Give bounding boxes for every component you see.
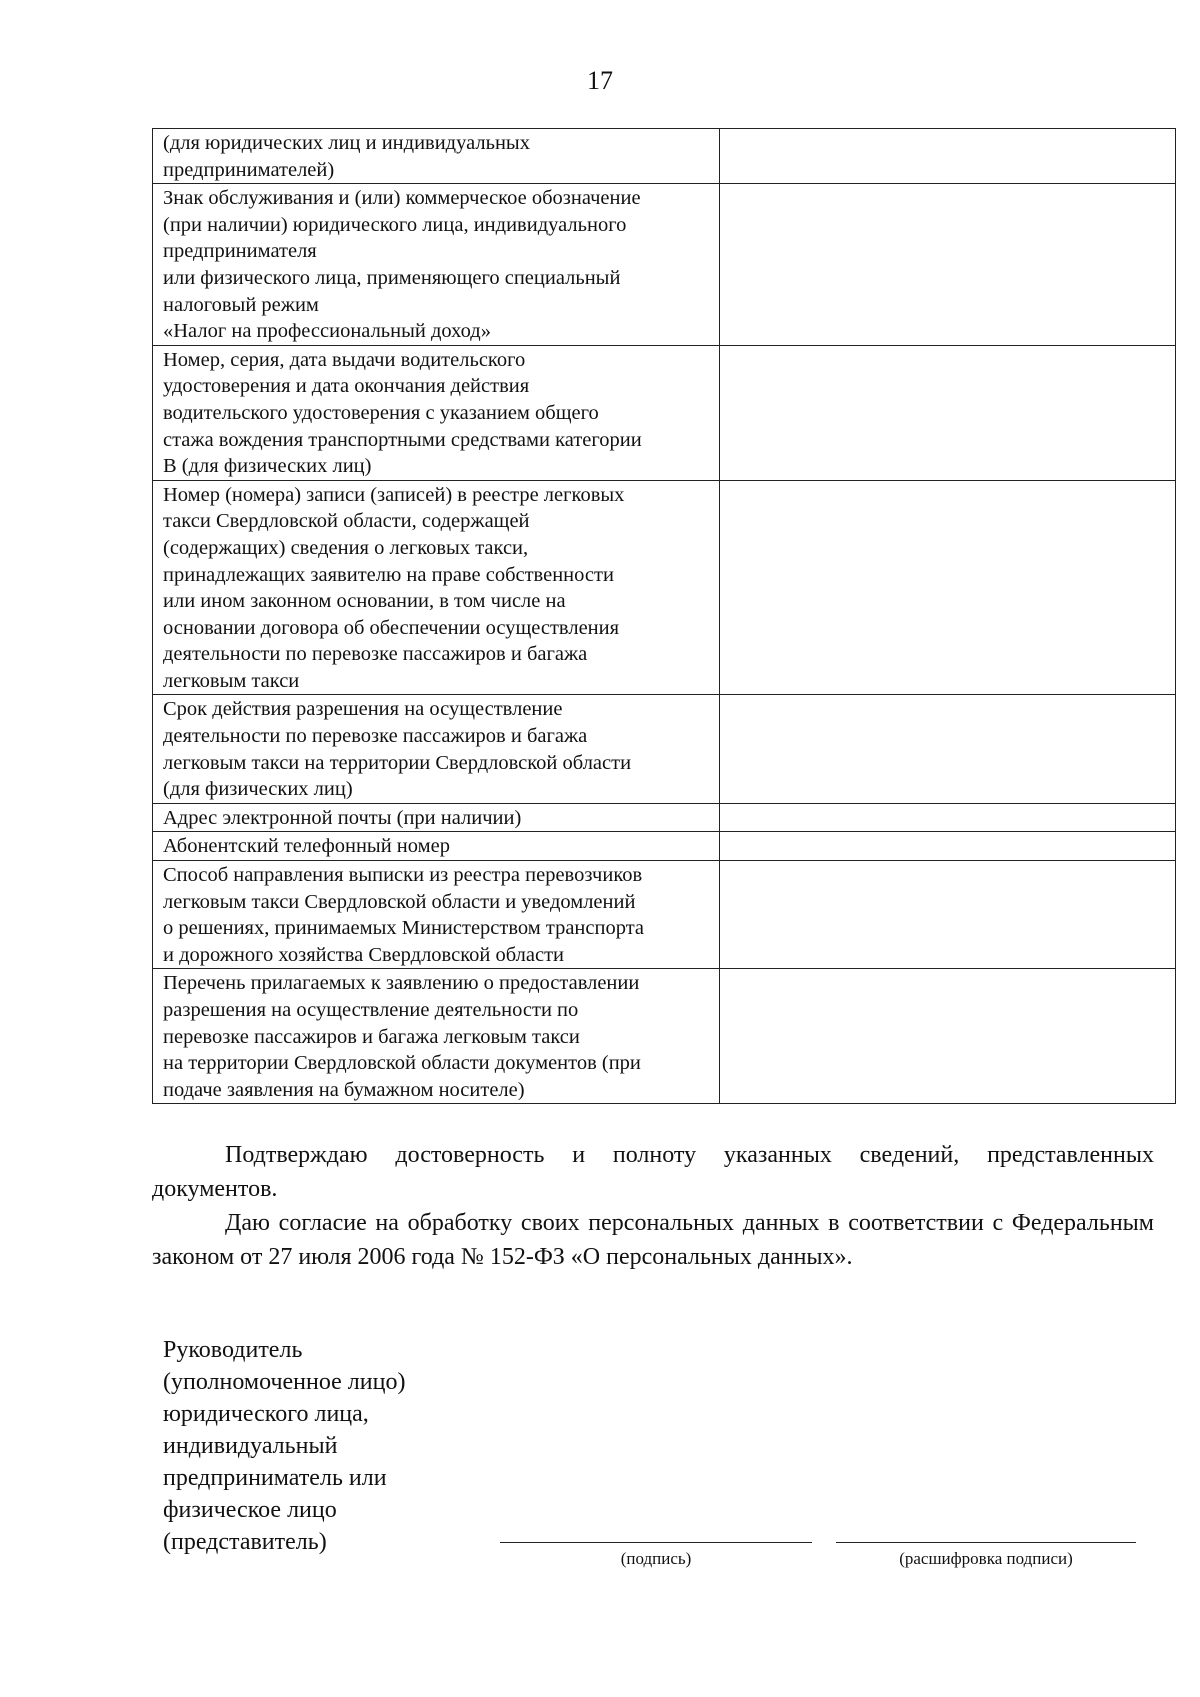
application-details-table bbox=[152, 128, 1176, 1104]
consent-paragraph: Даю согласие на обработку своих персональных данных в соответствии с Федеральным законом от 27 июля 2006 года № 152-ФЗ «О персональных данных». bbox=[152, 1210, 1154, 1270]
table-row bbox=[153, 480, 1176, 695]
signature-line[interactable] bbox=[500, 1542, 812, 1543]
table-row bbox=[153, 129, 1176, 184]
row-value[interactable] bbox=[720, 695, 1176, 803]
row-value[interactable] bbox=[720, 803, 1176, 832]
row-label: Адрес электронной почты (при наличии) bbox=[153, 803, 720, 832]
page-number: 17 bbox=[587, 66, 613, 95]
row-label: Срок действия разрешения на осуществление деятельности по перевозке пассажиров и багажа легковым такси на территории Свердловской области (для физических лиц) bbox=[153, 695, 720, 803]
table-row bbox=[153, 803, 1176, 832]
row-label: Перечень прилагаемых к заявлению о предоставлении разрешения на осуществление деятельности по перевозке пассажиров и багажа легковым такси на территории Свердловской области документов (при подаче заявления на бумажном носителе) bbox=[153, 969, 720, 1104]
row-value[interactable] bbox=[720, 861, 1176, 969]
row-value[interactable] bbox=[720, 832, 1176, 861]
table-row bbox=[153, 184, 1176, 346]
table-row bbox=[153, 345, 1176, 480]
row-label: Знак обслуживания и (или) коммерческое обозначение (при наличии) юридического лица, индивидуального предпринимателя или физического лица, применяющего специальный налоговый режим «Налог на профессиональный доход» bbox=[153, 184, 720, 346]
row-label: Номер (номера) записи (записей) в реестре легковых такси Свердловской области, содержащей (содержащих) сведения о легковых такси, принадлежащих заявителю на праве собственности или ином законном основании, в том числе на основании договора об обеспечении осуществления деятельности по перевозке пассажиров и багажа легковым такси bbox=[153, 480, 720, 695]
signer-label: Руководитель (уполномоченное лицо) юридического лица, индивидуальный предприниматель или физическое лицо (представитель) bbox=[163, 1337, 406, 1555]
row-label: Способ направления выписки из реестра перевозчиков легковым такси Свердловской области и уведомлений о решениях, принимаемых Министерством транспорта и дорожного хозяйства Свердловской области bbox=[153, 861, 720, 969]
row-value[interactable] bbox=[720, 480, 1176, 695]
confirmation-paragraph: Подтверждаю достоверность и полноту указанных сведений, представленных документов. bbox=[152, 1142, 1154, 1202]
table-row bbox=[153, 861, 1176, 969]
table-row bbox=[153, 969, 1176, 1104]
row-value[interactable] bbox=[720, 184, 1176, 346]
row-value[interactable] bbox=[720, 969, 1176, 1104]
row-value[interactable] bbox=[720, 129, 1176, 184]
table-row bbox=[153, 695, 1176, 803]
row-label: Абонентский телефонный номер bbox=[153, 832, 720, 861]
row-label: (для юридических лиц и индивидуальных предпринимателей) bbox=[153, 129, 720, 184]
signature-transcript-caption: (расшифровка подписи) bbox=[899, 1549, 1073, 1568]
row-label: Номер, серия, дата выдачи водительского удостоверения и дата окончания действия водительского удостоверения с указанием общего стажа вождения транспортными средствами категории В (для физических лиц) bbox=[153, 345, 720, 480]
signature-caption: (подпись) bbox=[620, 1549, 692, 1568]
row-value[interactable] bbox=[720, 345, 1176, 480]
signature-transcript-line[interactable] bbox=[836, 1542, 1136, 1543]
table-row bbox=[153, 832, 1176, 861]
